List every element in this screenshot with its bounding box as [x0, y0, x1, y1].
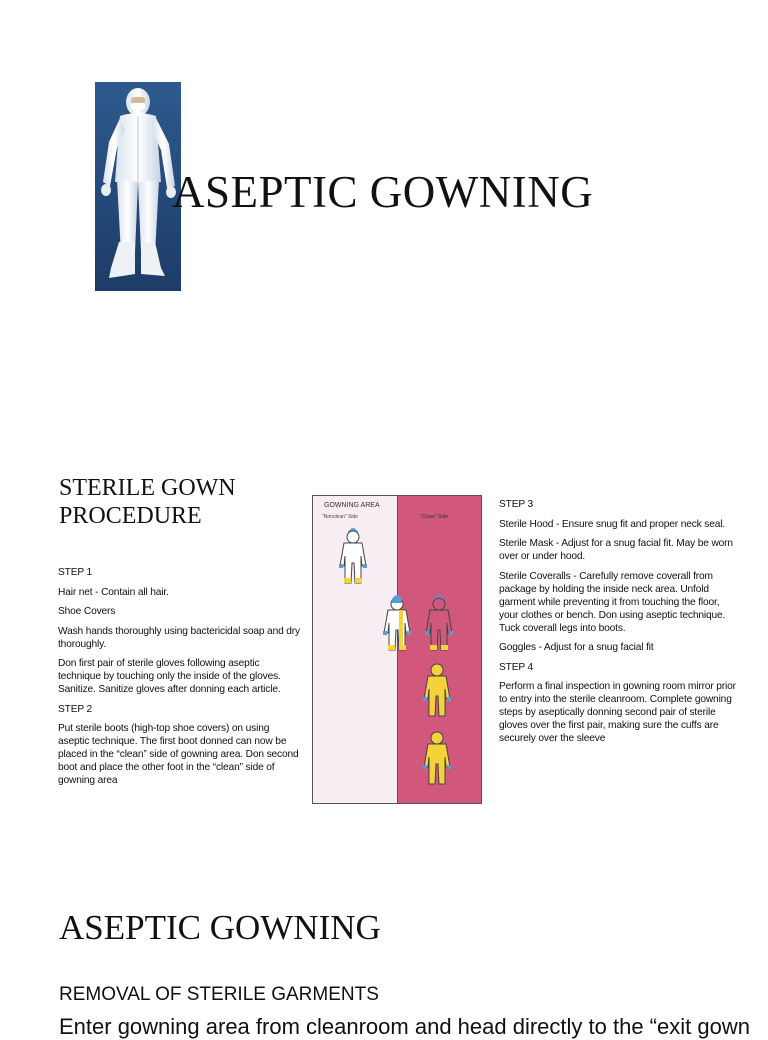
step-text: Sterile Mask - Adjust for a snug facial fit. May be worn over or under hood. — [499, 538, 733, 562]
step-text: Don first pair of sterile gloves following aseptic technique by touching only the inside of the gloves. Sanitize. Sanitize gloves after donning each article. — [58, 658, 281, 695]
gowned-person-photo — [95, 82, 181, 291]
procedure-heading-line: PROCEDURE — [59, 503, 202, 529]
slide-subtitle: REMOVAL OF STERILE GARMENTS — [59, 984, 379, 1005]
step-text: Wash hands thoroughly using bactericidal soap and dry thoroughly. — [58, 625, 300, 650]
diagram-title: GOWNING AREA — [324, 502, 380, 509]
left-steps-column — [58, 566, 300, 794]
right-steps-column — [499, 498, 739, 752]
step-text: STEP 1 — [58, 567, 93, 578]
body-paragraph: Enter gowning area from cleanroom and head directly to the “exit gown — [59, 1014, 750, 1039]
step-text: STEP 2 — [58, 703, 93, 715]
procedure-heading-line: STERILE GOWN — [59, 475, 236, 501]
step-text: Sterile Coveralls - Carefully remove coverall from package by holding the inside neck area. Unfold garment while preventing it from touching the floor, your clothes or bench. Don using aseptic technique. Tuck coverall legs into boots. — [499, 570, 726, 634]
step-text: Perform a final inspection in gowning room mirror prior to entry into the sterile cleanroom. Complete gowning steps by aseptically donning second pair of sterile gloves over the first pair, making sure the cuffs are securely over the sleeve — [499, 681, 736, 744]
step-text: Shoe Covers — [58, 606, 116, 617]
slide-title: ASEPTIC GOWNING — [59, 908, 381, 947]
clean-side-label: "Clean" Side — [420, 514, 449, 520]
step-text: Hair net - Contain all hair. — [58, 586, 169, 598]
step-text: Sterile Hood - Ensure snug fit and proper neck seal. — [499, 518, 726, 530]
slide-title: ASEPTIC GOWNING — [172, 167, 594, 217]
step-text: Goggles - Adjust for a snug facial fit — [499, 642, 654, 653]
nonclean-side-label: "Nonclean" Side — [322, 514, 359, 520]
step-text: Put sterile boots (high-top shoe covers) on using aseptic technique. The first boot donned can now be placed in the “clean” side of gowning area. Don second boot and place the other foot in the “clean” side of gowning area — [58, 723, 299, 786]
procedure-heading — [59, 474, 289, 530]
step-text: STEP 4 — [499, 661, 534, 673]
step-text: STEP 3 — [499, 499, 534, 510]
gowning-area-diagram — [312, 495, 482, 804]
